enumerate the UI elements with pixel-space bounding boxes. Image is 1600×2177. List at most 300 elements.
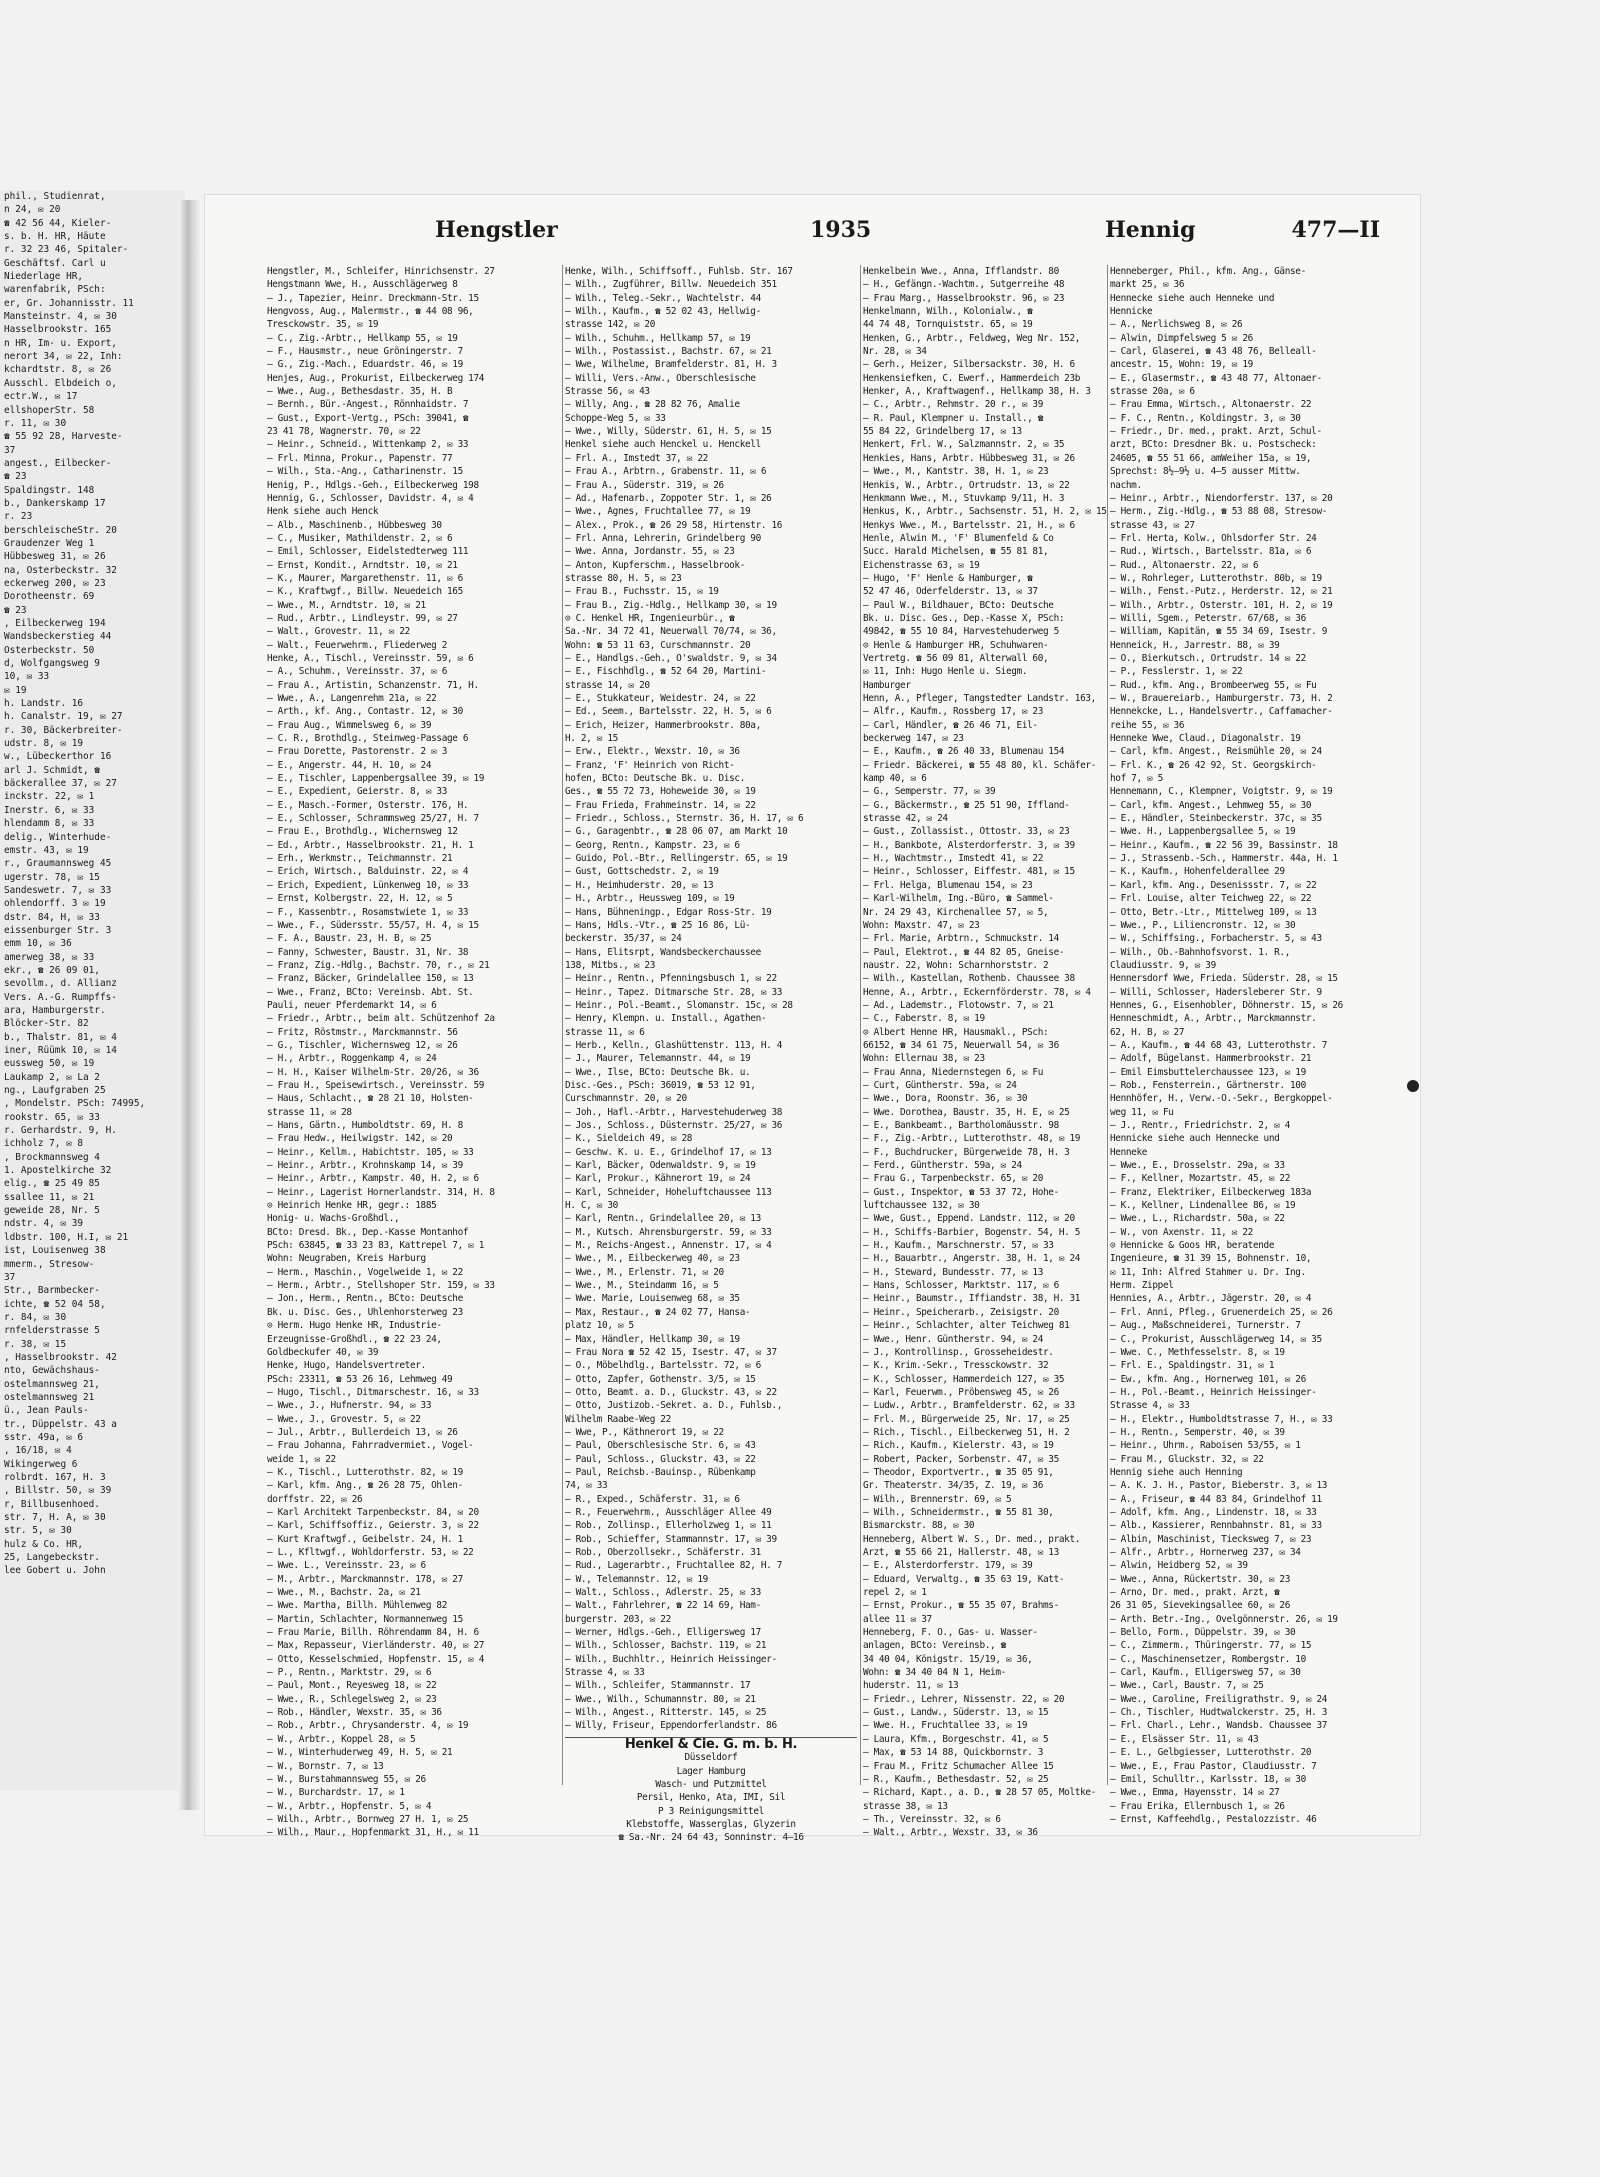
directory-entry: Hennemann, C., Klempner, Voigtstr. 9, ✉ 19 (1110, 786, 1333, 798)
directory-entry: — Frl. M., Bürgerweide 25, Nr. 17, ✉ 25 (863, 1413, 1070, 1425)
directory-entry: — Frau Anna, Niedernstegen 6, ✉ Fu (863, 1066, 1044, 1078)
directory-entry: Henkies, Hans, Arbtr. Hübbesweg 31, ✉ 26 (863, 452, 1075, 464)
strip-line: , Hasselbrookstr. 42 (4, 1351, 117, 1363)
directory-entry: Goldbeckufer 40, ✉ 39 (267, 1346, 379, 1358)
directory-entry: — Gust., Export-Vertg., PSch: 39041, ☎ (267, 412, 469, 424)
directory-entry: 23 41 78, Wagnerstr. 70, ✉ 22 (267, 426, 421, 438)
strip-line: ☎ 23 (4, 471, 27, 483)
directory-entry: — Max, ☎ 53 14 88, Quickbornstr. 3 (863, 1747, 1044, 1759)
directory-entry: — Carl, Glaserei, ☎ 43 48 76, Belleall- (1110, 346, 1317, 358)
directory-entry: Succ. Harald Michelsen, ☎ 55 81 81, (863, 546, 1049, 558)
directory-entry: — Laura, Kfm., Borgeschstr. 41, ✉ 5 (863, 1733, 1049, 1745)
directory-entry: — Heinr., Arbtr., Kampstr. 40, H. 2, ✉ 6 (267, 1173, 479, 1185)
directory-entry: — Arth. Betr.-Ing., Ovelgönnerstr. 26, ✉ 19 (1110, 1613, 1338, 1625)
directory-entry: — C., Zig.-Arbtr., Hellkamp 55, ✉ 19 (267, 332, 458, 344)
strip-line: ng., Laufgraben 25 (4, 1085, 106, 1097)
directory-entry: strasse 20a, ✉ 6 (1110, 386, 1195, 398)
directory-entry: — C., Arbtr., Rehmstr. 20 r., ✉ 39 (863, 399, 1044, 411)
directory-entry: — H., Arbtr., Roggenkamp 4, ✉ 24 (267, 1053, 437, 1065)
strip-line: tr., Düppelstr. 43 a (4, 1418, 117, 1430)
directory-entry: Herm. Zippel (1110, 1280, 1174, 1292)
directory-entry: — Richard, Kapt., a. D., ☎ 28 57 05, Moltke- (863, 1787, 1096, 1799)
directory-entry: — Ernst, Prokur., ☎ 55 35 07, Brahms- (863, 1600, 1059, 1612)
directory-entry: Strasse 4, ✉ 33 (1110, 1400, 1190, 1412)
directory-entry: — Willi, Vers.-Anw., Oberschlesische (565, 372, 756, 384)
directory-entry: — Frl. Anni, Pfleg., Gruenerdeich 25, ✉ 26 (1110, 1306, 1333, 1318)
directory-entry: — W., von Axenstr. 11, ✉ 22 (1110, 1226, 1253, 1238)
strip-line: 10, ✉ 33 (4, 671, 50, 683)
strip-line: lee Gobert u. John (4, 1565, 106, 1577)
strip-line: Inerstr. 6, ✉ 33 (4, 804, 95, 816)
strip-line: iner, Rüümk 10, ✉ 14 (4, 1045, 117, 1056)
directory-entry: — Geschw. K. u. E., Grindelhof 17, ✉ 13 (565, 1146, 772, 1158)
directory-entry: — Gust., Inspektor, ☎ 53 37 72, Hohe- (863, 1186, 1059, 1198)
directory-entry: Henneick, H., Jarrestr. 88, ✉ 39 (1110, 639, 1280, 651)
strip-line: inckstr. 22, ✉ 1 (4, 791, 95, 803)
directory-entry: allee 11 ✉ 37 (863, 1613, 932, 1625)
directory-entry: — K., Kraftwgf., Billw. Neuedeich 165 (267, 586, 463, 598)
strip-line: r. 11, ✉ 30 (4, 417, 67, 429)
directory-entry: — Willi, Sgem., Peterstr. 67/68, ✉ 36 (1110, 612, 1306, 624)
directory-entry: Hengvoss, Aug., Malermstr., ☎ 44 08 96, (267, 306, 474, 318)
directory-entry: — Jul., Arbtr., Bullerdeich 13, ✉ 26 (267, 1426, 458, 1438)
directory-entry: — Otto, Betr.-Ltr., Mittelweg 109, ✉ 13 (1110, 906, 1317, 918)
directory-entry: Henneke (1110, 1146, 1148, 1158)
directory-entry: — Hans, Gärtn., Humboldtstr. 69, H. 8 (267, 1120, 463, 1131)
directory-entry: H. C, ✉ 30 (565, 1200, 618, 1212)
strip-line: Hübbesweg 31, ✉ 26 (4, 551, 106, 563)
directory-entry: — Wwe, P., Käthnerort 19, ✉ 22 (565, 1426, 724, 1438)
directory-entry: — W., Bornstr. 7, ✉ 13 (267, 1760, 384, 1772)
strip-line: 1. Apostelkirche 32 (4, 1165, 112, 1177)
strip-line: h. Landstr. 16 (4, 698, 84, 710)
strip-line: 37 (4, 1271, 16, 1283)
directory-entry: — Paul, Mont., Reyesweg 18, ✉ 22 (267, 1680, 437, 1692)
directory-entry: — Arno, Dr. med., prakt. Arzt, ☎ (1110, 1587, 1280, 1599)
directory-entry: — H., Elektr., Humboldtstrasse 7, H., ✉ 33 (1110, 1413, 1333, 1425)
book-gutter (178, 200, 200, 1810)
directory-entry: — Wwe., M., Kantstr. 38, H. 1, ✉ 23 (863, 466, 1049, 478)
directory-entry: Hennersdorf Wwe, Frieda. Süderstr. 28, ✉ 15 (1110, 973, 1338, 985)
directory-entry: — M., Arbtr., Marckmannstr. 178, ✉ 27 (267, 1573, 463, 1585)
directory-entry: — Alwin, Dimpfelsweg 5 ✉ 26 (1110, 332, 1253, 344)
directory-entry: — Wwe., Henr. Güntherstr. 94, ✉ 24 (863, 1333, 1044, 1345)
directory-entry: — Frau Hedw., Heilwigstr. 142, ✉ 20 (267, 1133, 453, 1145)
directory-entry: — H., Kaufm., Marschnerstr. 57, ✉ 33 (863, 1240, 1054, 1252)
directory-entry: — Willi, Schlosser, Hadersleberer Str. 9 (1110, 986, 1322, 998)
directory-entry: — W., Burstahmannsweg 55, ✉ 26 (267, 1773, 426, 1785)
directory-entry: — Carl, Händler, ☎ 26 46 71, Eil- (863, 719, 1038, 731)
directory-entry: strasse 11, ✉ 28 (267, 1106, 352, 1118)
directory-entry: — O., Bierkutsch., Ortrudstr. 14 ✉ 22 (1110, 652, 1306, 664)
directory-entry: — Heinr., Schlachter, alter Teichweg 81 (863, 1320, 1070, 1332)
directory-entry: — Wilh., Schneidermstr., ☎ 55 81 30, (863, 1506, 1054, 1518)
strip-line: ichte, ☎ 52 04 58, (4, 1298, 106, 1310)
directory-entry: — P., Fesslerstr. 1, ✉ 22 (1110, 666, 1243, 678)
directory-entry: — Rud., Altonaerstr. 22, ✉ 6 (1110, 559, 1259, 571)
column-divider (562, 265, 563, 1785)
directory-entry: — Paul W., Bildhauer, BCto: Deutsche (863, 599, 1054, 611)
directory-entry: — Hans, Schlosser, Marktstr. 117, ✉ 6 (863, 1280, 1059, 1292)
directory-entry: — E. L., Gelbgiesser, Lutterothstr. 20 (1110, 1747, 1312, 1759)
strip-line: ssallee 11, ✉ 21 (4, 1191, 95, 1203)
directory-entry: hof 7, ✉ 5 (1110, 773, 1163, 785)
directory-entry: — C., Musiker, Mathildenstr. 2, ✉ 6 (267, 532, 453, 544)
directory-entry: 74, ✉ 33 (565, 1480, 608, 1492)
directory-entry: — Wwe., Wilh., Schumannstr. 80, ✉ 21 (565, 1693, 756, 1705)
column-1 (267, 265, 559, 1839)
directory-entry: — Otto, Zapfer, Gothenstr. 3/5, ✉ 15 (565, 1373, 756, 1385)
directory-entry: — Otto, Kesselschmied, Hopfenstr. 15, ✉ 4 (267, 1653, 485, 1665)
directory-entry: Bismarckstr. 88, ✉ 30 (863, 1520, 975, 1532)
directory-entry: — Frau Dorette, Pastorenstr. 2 ✉ 3 (267, 746, 448, 758)
directory-entry: — Alex., Prok., ☎ 26 29 58, Hirtenstr. 16 (565, 519, 783, 531)
directory-entry: — Wwe. Martha, Billh. Mühlenweg 82 (267, 1600, 448, 1612)
directory-entry: — Gust., Landw., Süderstr. 13, ✉ 15 (863, 1707, 1049, 1719)
directory-entry: — Walt., Feuerwehrm., Fliederweg 2 (267, 639, 448, 651)
directory-entry: — Ch., Tischler, Hudtwalckerstr. 25, H. 3 (1110, 1707, 1328, 1719)
directory-entry: markt 25, ✉ 36 (1110, 279, 1185, 291)
directory-entry: — A., Friseur, ☎ 44 83 84, Grindelhof 11 (1110, 1493, 1322, 1505)
strip-line: ndstr. 4, ✉ 39 (4, 1218, 84, 1230)
directory-entry: — Emil Eimsbuttelerchaussee 123, ✉ 19 (1110, 1066, 1306, 1078)
directory-entry: — Willy, Ang., ☎ 28 82 76, Amalie (565, 399, 740, 411)
directory-entry: 34 40 04, Königstr. 15/19, ✉ 36, (863, 1653, 1033, 1665)
directory-entry: — Wwe., Carl, Baustr. 7, ✉ 25 (1110, 1680, 1264, 1692)
directory-entry: — Jos., Schloss., Düsternstr. 25/27, ✉ 36 (565, 1120, 783, 1131)
ad-line: Wasch- und Putzmittel (655, 1778, 767, 1790)
column-2 (565, 265, 857, 1844)
directory-entry: — H., Pol.-Beamt., Heinrich Heissinger- (1110, 1386, 1317, 1398)
directory-entry: Henkelbein Wwe., Anna, Ifflandstr. 80 (863, 266, 1059, 277)
directory-entry: — Ludw., Arbtr., Bramfelderstr. 62, ✉ 33 (863, 1400, 1075, 1412)
directory-entry: — Wilh., Fenst.-Putz., Herderstr. 12, ✉ 21 (1110, 586, 1333, 598)
directory-entry: — G., Zig.-Mach., Eduardstr. 46, ✉ 19 (267, 359, 463, 371)
directory-entry: — Karl Architekt Tarpenbeckstr. 84, ✉ 20 (267, 1506, 479, 1518)
directory-entry: — Walt., Schloss., Adlerstr. 25, ✉ 33 (565, 1587, 761, 1599)
directory-entry: — Walt., Grovestr. 11, ✉ 22 (267, 626, 410, 638)
directory-entry: — Frau Nora ☎ 52 42 15, Isestr. 47, ✉ 37 (565, 1346, 777, 1358)
directory-entry: — Wwe, Wilhelme, Bramfelderstr. 81, H. 3 (565, 359, 777, 371)
directory-entry: — K., Maurer, Margarethenstr. 11, ✉ 6 (267, 572, 463, 584)
directory-entry: Henkis, W., Arbtr., Ortrudstr. 13, ✉ 22 (863, 479, 1070, 491)
directory-entry: — Wilh., Kaufm., ☎ 52 02 43, Hellwig- (565, 306, 761, 318)
directory-entry: — Ad., Lademstr., Flotowstr. 7, ✉ 21 (863, 999, 1054, 1011)
strip-line: , Mondelstr. PSch: 74995, (4, 1098, 146, 1110)
directory-entry: ⊙ Hennicke & Goos HR, beratende (1110, 1240, 1275, 1252)
directory-entry: — K., Krim.-Sekr., Tressckowstr. 32 (863, 1360, 1049, 1372)
directory-entry: — Frau Marie, Billh. Röhrendamm 84, H. 6 (267, 1627, 479, 1639)
strip-line: hlendamm 8, ✉ 33 (4, 818, 95, 830)
directory-entry: — F. A., Baustr. 23, H. B, ✉ 25 (267, 933, 432, 945)
directory-entry: — A., Kaufm., ☎ 44 68 43, Lutterothstr. 7 (1110, 1039, 1328, 1051)
directory-entry: H. 2, ✉ 15 (565, 733, 618, 745)
directory-entry: Wohn: ☎ 34 40 04 N 1, Heim- (863, 1667, 1006, 1679)
directory-entry: weg 11, ✉ Fu (1110, 1106, 1174, 1118)
directory-entry: Henkert, Frl. W., Salzmannstr. 2, ✉ 35 (863, 439, 1065, 451)
directory-entry: ⊙ Heinrich Henke HR, gegr.: 1885 (267, 1200, 437, 1212)
directory-entry: — Rich., Kaufm., Kielerstr. 43, ✉ 19 (863, 1440, 1054, 1452)
directory-entry: Claudiusstr. 9, ✉ 39 (1110, 959, 1216, 971)
directory-entry: 26 31 05, Sievekingsallee 60, ✉ 26 (1110, 1600, 1291, 1612)
directory-entry: — Fanny, Schwester, Baustr. 31, Nr. 38 (267, 946, 469, 958)
ad-line: ☎ Sa.-Nr. 24 64 43, Sonninstr. 4—16 (618, 1832, 804, 1844)
directory-entry: beckerweg 147, ✉ 23 (863, 733, 964, 745)
directory-entry: anlagen, BCto: Vereinsb., ☎ (863, 1640, 1006, 1652)
directory-entry: Henkus, K., Arbtr., Sachsenstr. 51, H. 2, ✉ 15 (863, 506, 1107, 518)
directory-entry: Hennecke siehe auch Henneke und (1110, 292, 1275, 304)
directory-entry: — E., Elsässer Str. 11, ✉ 43 (1110, 1733, 1259, 1745)
strip-line: eckerweg 200, ✉ 23 (4, 577, 106, 589)
directory-entry: strasse 43, ✉ 27 (1110, 519, 1195, 531)
directory-entry: — William, Kapitän, ☎ 55 34 69, Isestr. 9 (1110, 626, 1328, 638)
ad-line: Persil, Henko, Ata, IMI, Sil (636, 1792, 786, 1804)
strip-line: str. 7, H. A, ✉ 30 (4, 1512, 106, 1524)
directory-entry: — Gust., Zollassist., Ottostr. 33, ✉ 23 (863, 826, 1070, 838)
directory-entry: — Gerh., Heizer, Silbersackstr. 30, H. 6 (863, 359, 1075, 371)
directory-entry: — Frau A., Süderstr. 319, ✉ 26 (565, 479, 724, 491)
directory-entry: ⊙ Albert Henne HR, Hausmakl., PSch: (863, 1026, 1049, 1038)
directory-entry: Henken, G., Arbtr., Feldweg, Weg Nr. 152, (863, 332, 1081, 344)
directory-entry: Ges., ☎ 55 72 73, Hoheweide 30, ✉ 19 (565, 786, 756, 798)
directory-entry: — Theodor, Exportvertr., ☎ 35 05 91, (863, 1466, 1054, 1478)
strip-line: n HR, Im- u. Export, (4, 337, 117, 349)
directory-entry: — Karl, Schneider, Hoheluftchaussee 113 (565, 1186, 772, 1198)
directory-entry: Hennicke (1110, 306, 1153, 318)
directory-entry: Hennhöfer, H., Verw.-O.-Sekr., Bergkoppel- (1110, 1093, 1333, 1105)
strip-line: r., Graumannsweg 45 (4, 858, 112, 870)
directory-entry: — Wilh., Schlosser, Bachstr. 119, ✉ 21 (565, 1640, 767, 1652)
directory-entry: — Heinr., Tapez. Ditmarsche Str. 28, ✉ 33 (565, 986, 783, 998)
directory-entry: — W., Rohrleger, Lutterothstr. 80b, ✉ 19 (1110, 572, 1322, 584)
directory-entry: — Wilh., Arbtr., Osterstr. 101, H. 2, ✉ 19 (1110, 599, 1333, 611)
strip-line: angest., Eilbecker- (4, 457, 112, 469)
directory-entry: Erzeugnisse-Großhdl., ☎ 22 23 24, (267, 1333, 442, 1345)
directory-entry: — Fritz, Röstmstr., Marckmannstr. 56 (267, 1026, 458, 1038)
directory-entry: reihe 55, ✉ 36 (1110, 719, 1185, 731)
strip-line: 37 (4, 444, 16, 456)
directory-entry: — Karl, Bäcker, Odenwaldstr. 9, ✉ 19 (565, 1160, 756, 1172)
directory-entry: — M., Reichs-Angest., Annenstr. 17, ✉ 4 (565, 1240, 772, 1252)
directory-entry: — E., Expedient, Geierstr. 8, ✉ 33 (267, 786, 448, 798)
strip-line: phil., Studienrat, (4, 191, 106, 202)
directory-entry: — Otto, Beamt. a. D., Gluckstr. 43, ✉ 22 (565, 1386, 777, 1398)
strip-line: ldbstr. 100, H.I, ✉ 21 (4, 1231, 129, 1243)
directory-entry: repel 2, ✉ 1 (863, 1587, 927, 1599)
directory-entry: — R. Paul, Klempner u. Install., ☎ (863, 412, 1044, 424)
directory-entry: — Rud., kfm. Ang., Brombeerweg 55, ✉ Fu (1110, 679, 1317, 691)
directory-entry: — W., Telemannstr. 12, ✉ 19 (565, 1573, 708, 1585)
strip-line: dstr. 84, H, ✉ 33 (4, 911, 100, 923)
strip-line: Geschäftsf. Carl u (4, 257, 106, 269)
directory-entry: — Adolf, Bügelanst. Hammerbrookstr. 21 (1110, 1053, 1312, 1065)
directory-entry: 62, H. B, ✉ 27 (1110, 1026, 1185, 1038)
directory-entry: — Carl, Kaufm., Elligersweg 57, ✉ 30 (1110, 1667, 1301, 1679)
directory-entry: — Wilh., Postassist., Bachstr. 67, ✉ 21 (565, 346, 772, 358)
directory-entry: — Wwe., Franz, BCto: Vereinsb. Abt. St. (267, 986, 474, 998)
directory-entry: — Wwe. C., Methfesselstr. 8, ✉ 19 (1110, 1346, 1285, 1358)
directory-entry: 49842, ☎ 55 10 84, Harvestehuderweg 5 (863, 626, 1059, 638)
directory-entry: — Heinr., Kellm., Habichtstr. 105, ✉ 33 (267, 1146, 474, 1158)
strip-line: Wandsbeckerstieg 44 (4, 631, 112, 643)
directory-entry: Honig- u. Wachs-Großhdl., (267, 1213, 400, 1225)
directory-entry: Henkel siehe auch Henckel u. Henckell (565, 439, 761, 451)
directory-page (205, 195, 1420, 1844)
directory-entry: — Frau A., Artistin, Schanzenstr. 71, H. (267, 679, 479, 691)
strip-line: Str., Barmbecker- (4, 1285, 100, 1297)
page-header (235, 217, 1390, 251)
directory-entry: kamp 40, ✉ 6 (863, 773, 927, 785)
directory-entry: Curschmannstr. 20, ✉ 20 (565, 1093, 687, 1105)
directory-entry: — Karl, Feuerwm., Pröbensweg 45, ✉ 26 (863, 1386, 1059, 1398)
directory-entry: — Emil, Schulltr., Karlsstr. 18, ✉ 30 (1110, 1773, 1306, 1785)
directory-entry: — Rob., Arbtr., Chrysanderstr. 4, ✉ 19 (267, 1720, 469, 1732)
directory-entry: — Wwe., P., Liliencronstr. 12, ✉ 30 (1110, 919, 1296, 931)
strip-line: Spaldingstr. 148 (4, 484, 95, 496)
directory-entry: — Heinr., Speicherarb., Zeisigstr. 20 (863, 1306, 1059, 1318)
directory-entry: — Rob., Händler, Wexstr. 35, ✉ 36 (267, 1707, 442, 1719)
directory-entry: — Bernh., Bür.-Angest., Rönnhaidstr. 7 (267, 399, 469, 411)
strip-line: eussweg 50, ✉ 19 (4, 1058, 95, 1070)
directory-entry: Sa.-Nr. 34 72 41, Neuerwall 70/74, ✉ 36, (565, 626, 777, 638)
directory-entry: — Paul, Schloss., Gluckstr. 43, ✉ 22 (565, 1453, 756, 1465)
ad-line: Lager Hamburg (676, 1765, 746, 1777)
strip-line: Niederlage HR, (4, 271, 84, 283)
strip-line: b., Thalstr. 81, ✉ 4 (4, 1031, 117, 1043)
strip-line: w., Lübeckerthor 16 (4, 751, 112, 763)
directory-entry: — Karl, Rentn., Grindelallee 20, ✉ 13 (565, 1213, 761, 1225)
directory-entry: — Friedr., Dr. med., prakt. Arzt, Schul- (1110, 426, 1322, 438)
directory-entry: — F., Buchdrucker, Bürgerweide 78, H. 3 (863, 1146, 1070, 1158)
strip-line: , 16/18, ✉ 4 (4, 1445, 72, 1457)
strip-line: kchardtstr. 8, ✉ 26 (4, 364, 112, 376)
directory-entry: — H., Wachtmstr., Imstedt 41, ✉ 22 (863, 853, 1044, 865)
directory-entry: — Ad., Hafenarb., Zoppoter Str. 1, ✉ 26 (565, 492, 772, 504)
directory-entry: — E., Alsterdorferstr. 179, ✉ 39 (863, 1560, 1033, 1572)
directory-entry: — Walt., Fahrlehrer, ☎ 22 14 69, Ham- (565, 1600, 761, 1612)
directory-entry: — H., Heimhuderstr. 20, ✉ 13 (565, 879, 714, 891)
directory-entry: Hennes, G., Eisenhobler, Döhnerstr. 15, ✉ 26 (1110, 999, 1343, 1011)
directory-entry: — Frl. A., Imstedt 37, ✉ 22 (565, 452, 708, 464)
directory-entry: dorffstr. 22, ✉ 26 (267, 1493, 363, 1505)
directory-entry: Henk siehe auch Henck (267, 506, 379, 518)
directory-entry: — Franz, 'F' Heinrich von Richt- (565, 759, 735, 771)
directory-entry: — E., Fischhdlg., ☎ 52 64 20, Martini- (565, 666, 767, 678)
strip-line: s. b. H. HR, Häute (4, 231, 106, 243)
directory-entry: — Wwe., M., Arndtstr. 10, ✉ 21 (267, 599, 426, 611)
directory-entry: — Wwe. H., Fruchtallee 33, ✉ 19 (863, 1720, 1028, 1732)
directory-entry: — P., Rentn., Marktstr. 29, ✉ 6 (267, 1667, 432, 1679)
column-4 (1110, 265, 1400, 1825)
strip-line: delig., Winterhude- (4, 831, 112, 843)
directory-entry: — Frl. Anna, Lehrerin, Grindelberg 90 (565, 532, 761, 544)
directory-entry: Hamburger (863, 679, 911, 691)
strip-line: emstr. 43, ✉ 19 (4, 844, 89, 856)
header-first-entry: Hengstler (435, 217, 558, 243)
directory-entry: Hennicke siehe auch Hennecke und (1110, 1133, 1280, 1145)
directory-entry: — Frl. Louise, alter Teichweg 22, ✉ 22 (1110, 893, 1312, 905)
strip-line: d, Wolfgangsweg 9 (4, 658, 100, 670)
directory-entry: — Otto, Justizob.-Sekret. a. D., Fuhlsb., (565, 1400, 783, 1412)
directory-entry: — Erich, Expedient, Lünkenweg 10, ✉ 33 (267, 879, 469, 891)
directory-entry: — Heinr., Uhrm., Raboisen 53/55, ✉ 1 (1110, 1440, 1301, 1452)
directory-entry: Bk. u. Disc. Ges., Uhlenhorsterweg 23 (267, 1306, 463, 1318)
directory-entry: Henneberg, Albert W. S., Dr. med., prakt. (863, 1533, 1081, 1545)
strip-line: ekr., ☎ 26 09 01, (4, 964, 100, 976)
directory-entry: — Wwe., A., Langenrehm 21a, ✉ 22 (267, 693, 437, 704)
strip-line: 25, Langebeckstr. (4, 1552, 100, 1564)
directory-entry: — Max, Restaur., ☎ 24 02 77, Hansa- (565, 1306, 751, 1318)
directory-entry: — E., Händler, Steinbeckerstr. 37c, ✉ 35 (1110, 813, 1322, 825)
strip-line: sevollm., d. Allianz (4, 978, 117, 990)
directory-entry: — Martin, Schlachter, Normannenweg 15 (267, 1613, 463, 1625)
directory-entry: — Paul, Oberschlesische Str. 6, ✉ 43 (565, 1440, 756, 1452)
directory-entry: burgerstr. 203, ✉ 22 (565, 1613, 671, 1625)
directory-entry: — Herb., Kelln., Glashüttenstr. 113, H. 4 (565, 1039, 783, 1051)
directory-entry: — H., Arbtr., Heussweg 109, ✉ 19 (565, 893, 735, 905)
strip-line: Mansteinstr. 4, ✉ 30 (4, 311, 117, 323)
directory-entry: ⊙ C. Henkel HR, Ingenieurbür., ☎ (565, 612, 735, 624)
directory-entry: — H., Steward, Bundesstr. 77, ✉ 13 (863, 1266, 1044, 1278)
directory-entry: Henke, Hugo, Handelsvertreter. (267, 1360, 426, 1372)
directory-entry: — Max, Händler, Hellkamp 30, ✉ 19 (565, 1333, 740, 1345)
directory-entry: Hengstler, M., Schleifer, Hinrichsenstr. 27 (267, 266, 495, 277)
directory-entry: — A., Nerlichsweg 8, ✉ 26 (1110, 319, 1243, 331)
directory-entry: — Alwin, Heidberg 52, ✉ 39 (1110, 1560, 1248, 1572)
directory-entry: — Paul, Reichsb.-Bauinsp., Rübenkamp (565, 1466, 756, 1478)
directory-entry: — Curt, Güntherstr. 59a, ✉ 24 (863, 1079, 1017, 1091)
directory-entry: — Wilh., Zugführer, Billw. Neuedeich 351 (565, 279, 777, 291)
directory-entry: — Anton, Kupferschm., Hasselbrook- (565, 559, 746, 571)
directory-entry: — Alb., Maschinenb., Hübbesweg 30 (267, 519, 442, 531)
directory-entry: huderstr. 11, ✉ 13 (863, 1680, 959, 1692)
directory-entry: — H., Schiffs-Barbier, Bogenstr. 54, H. 5 (863, 1226, 1081, 1238)
directory-entry: — Wwe., Aug., Bethesdastr. 35, H. B (267, 386, 453, 398)
directory-entry: — Wwe., J., Grovestr. 5, ✉ 22 (267, 1413, 421, 1425)
directory-entry: — Herm., Maschin., Vogelweide 1, ✉ 22 (267, 1266, 463, 1278)
directory-entry: — Franz, Zig.-Hdlg., Bachstr. 70, r., ✉ 21 (267, 959, 490, 971)
directory-entry: — Frl. Charl., Lehr., Wandsb. Chaussee 37 (1110, 1720, 1328, 1732)
directory-entry: — Wilh., Kastellan, Rothenb. Chaussee 38 (863, 973, 1075, 985)
directory-entry: — Friedr., Arbtr., beim alt. Schützenhof 2a (267, 1013, 495, 1025)
strip-line: geweide 28, Nr. 5 (4, 1205, 100, 1217)
directory-entry: — K., Tischl., Lutterothstr. 82, ✉ 19 (267, 1466, 463, 1478)
directory-entry: — Wwe., E., Drosselstr. 29a, ✉ 33 (1110, 1160, 1285, 1172)
directory-entry: — Heinr., Schneid., Wittenkamp 2, ✉ 33 (267, 439, 469, 451)
directory-entry: 44 74 48, Tornquiststr. 65, ✉ 19 (863, 319, 1033, 331)
directory-entry: — Alfr., Arbtr., Hornerweg 237, ✉ 34 (1110, 1547, 1301, 1558)
directory-entry: Wohn: Neugraben, Kreis Harburg (267, 1253, 426, 1265)
directory-entry: — Heinr., Arbtr., Krohnskamp 14, ✉ 39 (267, 1160, 463, 1172)
strip-line: udstr. 8, ✉ 19 (4, 738, 84, 750)
directory-entry: — Karl, kfm. Ang., ☎ 26 28 75, Ohlen- (267, 1480, 463, 1492)
directory-entry: — Willy, Friseur, Eppendorferlandstr. 86 (565, 1720, 777, 1732)
directory-entry: — Ferd., Güntherstr. 59a, ✉ 24 (863, 1160, 1022, 1172)
directory-entry: — Walt., Arbtr., Wexstr. 33, ✉ 36 (863, 1827, 1038, 1839)
directory-entry: — Frau E., Brothdlg., Wichernsweg 12 (267, 826, 458, 838)
strip-line: r. 23 (4, 511, 33, 523)
directory-entry: — Rob., Oberzollsekr., Schäferstr. 31 (565, 1547, 761, 1558)
ad-line: Klebstoffe, Wasserglas, Glyzerin (626, 1818, 796, 1830)
directory-entry: Nr. 28, ✉ 34 (863, 346, 927, 358)
directory-entry: — E., Masch.-Former, Osterstr. 176, H. (267, 799, 469, 811)
strip-line: Wikingerweg 6 (4, 1458, 78, 1470)
directory-entry: strasse 14, ✉ 20 (565, 679, 650, 691)
strip-line: amerweg 38, ✉ 33 (4, 951, 95, 963)
directory-entry: — Wilh., Teleg.-Sekr., Wachtelstr. 44 (565, 292, 761, 304)
directory-entry: — Georg, Rentn., Kampstr. 23, ✉ 6 (565, 839, 740, 851)
directory-entry: — Hans, Elitsrpt, Wandsbeckerchaussee (565, 946, 761, 958)
